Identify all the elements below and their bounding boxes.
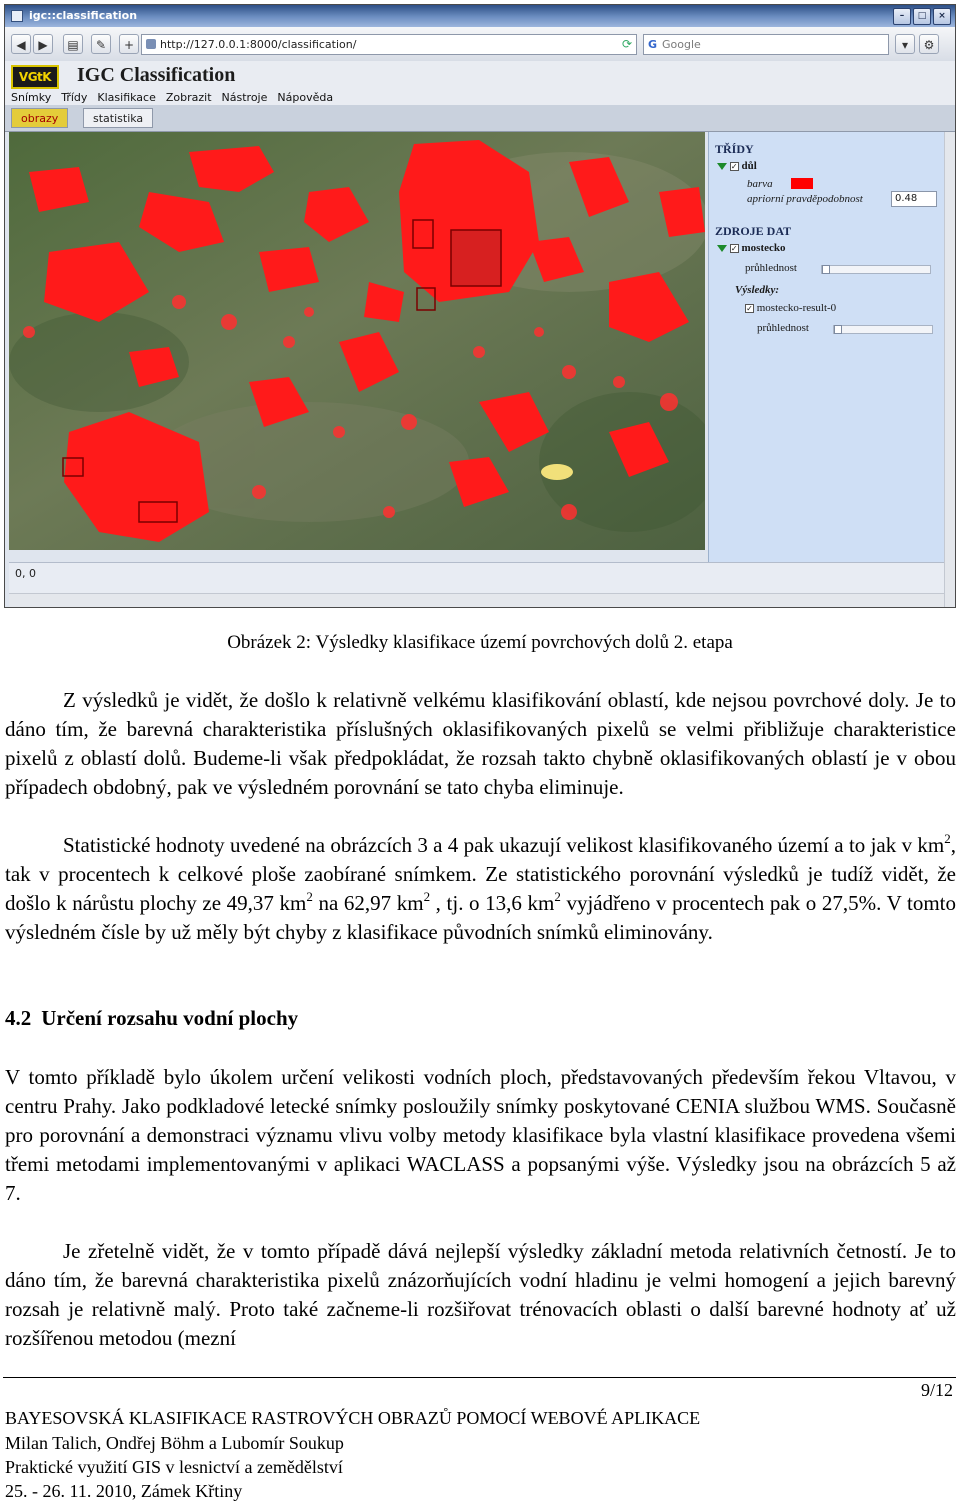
paragraph-2 <box>5 831 956 947</box>
expand-classes-icon[interactable] <box>717 163 727 170</box>
paragraph-2-text-b: , tak v procentech k celkové ploše zaobírané snímkem. Ze statistického porovnání výsledků je tudíž vidět, že došlo k nárůstu plochy ze 49,37 km <box>5 833 956 915</box>
result-name: mostecko-result-0 <box>756 302 837 314</box>
classes-header: TŘÍDY <box>715 142 754 156</box>
menu-napoveda[interactable]: Nápověda <box>277 91 334 104</box>
window-titlebar <box>5 5 955 27</box>
bookmark-icon[interactable]: ✎ <box>91 34 111 54</box>
page-icon[interactable]: ▤ <box>63 34 83 54</box>
app-header <box>5 61 955 105</box>
paragraph-2-text-e: vyjádřeno v procentech pak o 27,5%. V tomto výsledném čísle by už měly být chyby z klasifikace původních snímků eliminovány. <box>5 891 956 944</box>
favicon-icon <box>146 39 156 49</box>
url-text: http://127.0.0.1:8000/classification/ <box>160 38 357 51</box>
page-menu-icon[interactable]: ▾ <box>895 34 915 54</box>
new-tab-icon[interactable]: + <box>119 34 139 54</box>
results-label: Výsledky: <box>735 284 779 296</box>
slider-knob[interactable] <box>822 265 830 274</box>
superscript: 2 <box>944 831 951 846</box>
menu-snimky[interactable]: Snímky <box>11 91 52 104</box>
slider-knob[interactable] <box>834 325 842 334</box>
superscript: 2 <box>423 889 431 904</box>
browser-toolbar <box>5 27 955 62</box>
forward-icon[interactable]: ▶ <box>33 34 53 54</box>
footer-rule <box>3 1377 956 1378</box>
close-icon[interactable]: × <box>933 8 951 25</box>
result-transparency-label: průhlednost <box>757 322 809 334</box>
class-checkbox[interactable]: ✓ <box>730 161 738 171</box>
paragraph-1 <box>5 686 956 802</box>
app-title: IGC Classification <box>77 64 236 86</box>
search-input[interactable] <box>643 34 889 55</box>
paragraph-2-text-c: na 62,97 km <box>312 891 424 915</box>
reload-icon[interactable]: ⟳ <box>621 37 632 51</box>
superscript: 2 <box>554 889 561 904</box>
tab-obrazy[interactable]: obrazy <box>11 108 68 128</box>
search-placeholder: Google <box>662 38 701 51</box>
paragraph-3-text: V tomto příkladě bylo úkolem určení velikosti vodních ploch, představovaných především řekou Vltavou, v centru Prahy. Jako podkladové letecké snímky posloužily snímky poskytované CENIA službou WMS. Současně pro porovnání a demonstraci významu vlivu volby metody klasifikace byla vlastní klasifikace provedena všemi třemi metodami implementovanými v aplikaci WACLASS a popsanými výše. Výsledky jsou na obrázcích 5 až 7. <box>5 1065 956 1205</box>
menu-nastroje[interactable]: Nástroje <box>221 91 268 104</box>
classification-screenshot <box>4 4 956 608</box>
source-name: mostecko <box>741 242 786 254</box>
footer-authors: Milan Talich, Ondřej Böhm a Lubomír Soukup <box>5 1433 344 1453</box>
app-menu <box>11 91 333 104</box>
expand-sources-icon[interactable] <box>717 245 727 252</box>
layers-panel <box>708 132 948 562</box>
minimize-icon[interactable]: – <box>893 8 911 25</box>
vertical-scrollbar[interactable] <box>944 132 955 608</box>
result-transparency-slider[interactable] <box>833 325 933 334</box>
paragraph-3 <box>5 1063 956 1208</box>
menu-klasifikace[interactable]: Klasifikace <box>97 91 156 104</box>
app-tabs <box>5 105 955 132</box>
coordinates-readout: 0, 0 <box>15 567 36 580</box>
sources-header: ZDROJE DAT <box>715 224 792 238</box>
color-label: barva <box>747 178 773 190</box>
menu-zobrazit[interactable]: Zobrazit <box>165 91 212 104</box>
gear-icon[interactable]: ⚙ <box>919 34 939 54</box>
page-number: 9/12 <box>920 1380 953 1400</box>
class-name: důl <box>741 160 757 172</box>
footer-date-place: 25. - 26. 11. 2010, Zámek Křtiny <box>5 1481 243 1501</box>
footer-title: BAYESOVSKÁ KLASIFIKACE RASTROVÝCH OBRAZŮ POMOCÍ WEBOVÉ APLIKACE <box>5 1408 701 1428</box>
section-number: 4.2 <box>5 1006 32 1030</box>
google-icon: G <box>648 38 658 51</box>
status-bar <box>9 562 948 593</box>
result-checkbox[interactable]: ✓ <box>746 303 753 313</box>
maximize-icon[interactable]: □ <box>913 8 931 25</box>
paragraph-2-text-a: Statistické hodnoty uvedené na obrázcích 3 a 4 pak ukazují velikost klasifikovaného území a to jak v km <box>63 833 945 857</box>
class-color-swatch[interactable] <box>791 178 813 189</box>
classification-map[interactable] <box>9 132 705 550</box>
source-checkbox[interactable]: ✓ <box>730 243 738 253</box>
transparency-label: průhlednost <box>745 262 797 274</box>
section-title: Určení rozsahu vodní plochy <box>41 1006 299 1030</box>
superscript: 2 <box>306 889 313 904</box>
address-bar[interactable] <box>141 34 637 55</box>
paragraph-4-text: Je zřetelně vidět, že v tomto případě dává nejlepší výsledky základní metoda relativních četností. Je to dáno tím, že barevná charakteristika pixelů znázorňujících vodní hladinu je velmi homogení a jejich barevný rozsah je relativně malý. Proto také začneme-li rozšiřovat trénovacích oblasti o další barevné hodnoty ať už rozšířenou metodou (mezní <box>5 1239 956 1350</box>
paragraph-4 <box>5 1237 956 1353</box>
paragraph-2-text-d: , tj. o 13,6 km <box>430 891 555 915</box>
paragraph-1-text: Z výsledků je vidět, že došlo k relativně velkému klasifikování oblastí, kde nejsou povrchové doly. Je to dáno tím, že barevná charakteristika příslušných oklasifikovaných pixelů se velmi přibližuje charakteristice pixelů z oblastí dolů. Budeme-li však předpokládat, že rozsah takto chybně oklasifikovaných oblastí je v obou případech obdobný, pak ve výsledném porovnání se tato chyba eliminuje. <box>5 688 956 799</box>
figure-caption: Obrázek 2: Výsledky klasifikace území povrchových dolů 2. etapa <box>227 632 733 653</box>
source-transparency-slider[interactable] <box>821 265 931 274</box>
window-title: igc::classification <box>29 9 138 22</box>
horizontal-scrollbar[interactable] <box>9 593 948 608</box>
menu-tridy[interactable]: Třídy <box>61 91 88 104</box>
app-icon <box>11 10 23 22</box>
back-icon[interactable]: ◀ <box>11 34 31 54</box>
section-heading <box>5 1006 298 1031</box>
prior-label: apriorní pravděpodobnost <box>747 193 863 205</box>
tab-statistika[interactable]: statistika <box>83 108 153 128</box>
prior-input[interactable]: 0.48 <box>891 191 937 207</box>
footer-conference: Praktické využití GIS v lesnictví a zemědělství <box>5 1457 343 1477</box>
vgtk-logo: VGtK <box>11 65 59 89</box>
